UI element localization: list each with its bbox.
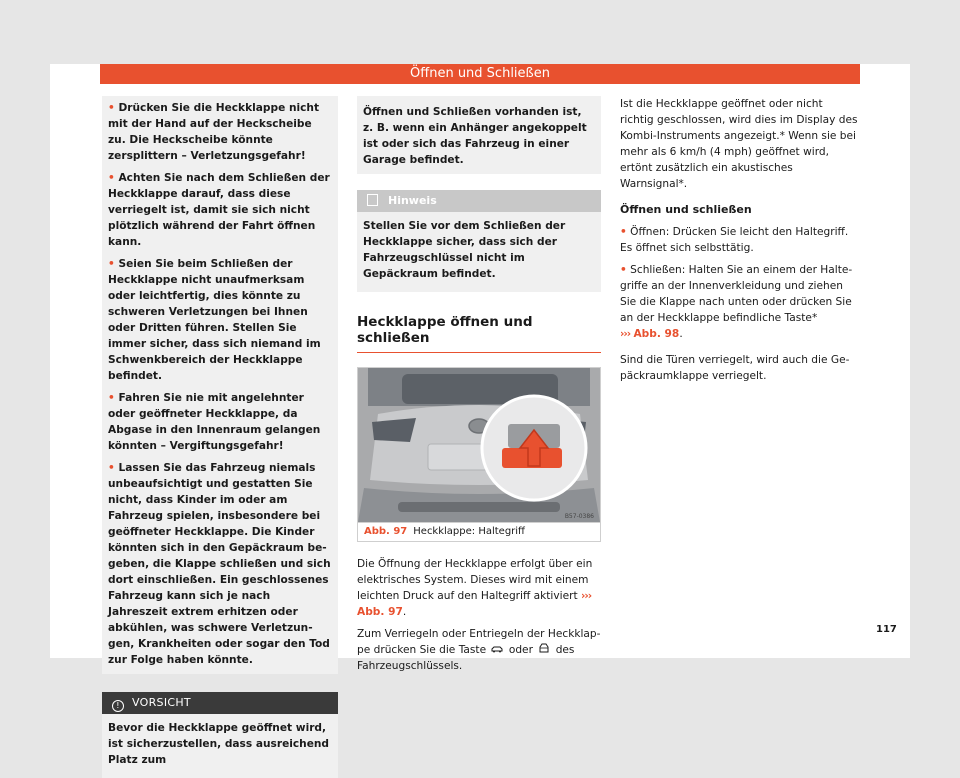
- figure-caption: [358, 522, 600, 541]
- warning-item: • Lassen Sie das Fahrzeug niemals unbeaufsichtigt und gestatten Sie nicht, dass Kinder im oder am Fahrzeug spielen, insbesondere bei geöffneter Heckklappe. Die Kinder könnten sich in den Gepäckraum begeben, die Klappe schließen und sich dort einschließen. Ein geschlossenes Fahrzeug kann sich je nach Jahreszeit extrem erhitzen oder abkühlen, was schwere Verletzungen, Krankheiten oder sogar den Tod zur Folge haben könnte.: [108, 462, 331, 666]
- note-header: [357, 190, 601, 212]
- bullet-icon: •: [108, 258, 115, 270]
- paragraph: Ist die Heckklappe geöffnet oder nicht richtig geschlossen, wird dies im Display des Kombi-Instruments angezeigt.* Wenn sie bei mehr als 6 km/h (4 mph) geöffnet wird, ertönt zusätzlich ein akustisches Warnsignal*.: [620, 98, 858, 190]
- car-lock-icon: [491, 645, 503, 653]
- figure-link-98[interactable]: Abb. 98: [633, 328, 680, 340]
- bullet-icon: •: [108, 102, 115, 114]
- warning-item: • Achten Sie nach dem Schließen der Heckklappe darauf, dass diese verriegelt ist, damit sie sich nicht plötzlich während der Fahrt öffnen kann.: [108, 172, 330, 248]
- note-text: Stellen Sie vor dem Schließen der Heckklappe sicher, dass sich der Fahrzeugschlüssel nicht im Gepäckraum befindet.: [363, 220, 566, 280]
- figure-caption-text: Heckklappe: Haltegriff: [413, 526, 525, 537]
- warning-item: • Fahren Sie nie mit angelehnter oder geöffneter Heckklappe, da Abgase in den Innenraum gelangen könnten – Vergiftungsgefahr!: [108, 392, 321, 452]
- figure-label: Abb. 97: [364, 526, 408, 537]
- bullet-icon: •: [108, 462, 115, 474]
- figure-code: B57-0386: [564, 513, 594, 520]
- note-icon: [367, 194, 378, 206]
- tailgate-handle-illustration: [358, 368, 600, 522]
- caution-box: [102, 692, 338, 778]
- trunk-icon: [538, 643, 550, 653]
- warning-box: [102, 96, 338, 674]
- paragraph: Sind die Türen verriegelt, wird auch die Gepäckraumklappe verriegelt.: [620, 354, 850, 382]
- header-title: Öffnen und Schließen: [410, 66, 550, 81]
- caution-title: VORSICHT: [132, 696, 191, 709]
- paragraph: Die Öffnung der Heckklappe erfolgt über ein elektrisches System. Dieses wird mit einem leichten Druck auf den Haltegriff aktiviert ››› Abb. 97.: [357, 558, 593, 618]
- page-number: 117: [876, 624, 897, 635]
- bullet-icon: •: [108, 172, 115, 184]
- list-item: • Öffnen: Drücken Sie leicht den Haltegriff. Es öffnet sich selbsttätig.: [620, 226, 849, 254]
- subheading: Öffnen und schließen: [620, 203, 752, 216]
- figure-97: [357, 367, 601, 542]
- section-title: Heckklappe öffnen und schließen: [357, 314, 601, 353]
- column-2: [357, 96, 601, 674]
- page-header: [100, 64, 860, 84]
- caution-circle-icon: !: [112, 700, 124, 712]
- column-3: [620, 96, 858, 384]
- arrow-icon: ›››: [580, 590, 592, 602]
- list-item: • Schließen: Halten Sie an einem der Haltegriffe an der Innenverkleidung und ziehen Sie die Klappe nach unten oder drücken Sie an der Heckklappe befindliche Taste* ››› Abb. 98.: [620, 264, 853, 340]
- bullet-icon: •: [620, 264, 627, 276]
- note-box: [357, 190, 601, 292]
- paragraph: Zum Verriegeln oder Entriegeln der Heckklappe drücken Sie die Taste oder des Fahrzeugschlüssels.: [357, 628, 601, 672]
- caution-continued: Öffnen und Schließen vorhanden ist, z. B. wenn ein Anhänger angekoppelt ist oder sich das Fahrzeug in einer Garage befindet.: [357, 96, 601, 174]
- bullet-icon: •: [620, 226, 627, 238]
- caution-text: Bevor die Heckklappe geöffnet wird, ist sicherzustellen, dass ausreichend Platz zum: [108, 722, 330, 766]
- note-title: Hinweis: [388, 194, 437, 207]
- warning-item: • Seien Sie beim Schließen der Heckklappe nicht unaufmerksam oder leichtfertig, dies könnte zu schweren Verletzungen bei Ihnen oder Dritten führen. Stellen Sie immer sicher, dass sich niemand im Schwenkbereich der Heckklappe befindet.: [108, 258, 321, 382]
- arrow-icon: ›››: [620, 328, 631, 340]
- bullet-icon: •: [108, 392, 115, 404]
- caution-header: [102, 692, 338, 714]
- warning-item: • Drücken Sie die Heckklappe nicht mit der Hand auf der Heckscheibe zu. Die Heckscheibe könnte zersplittern – Verletzungsgefahr!: [108, 102, 320, 162]
- figure-link-97[interactable]: Abb. 97: [357, 606, 403, 618]
- column-1: [102, 96, 338, 778]
